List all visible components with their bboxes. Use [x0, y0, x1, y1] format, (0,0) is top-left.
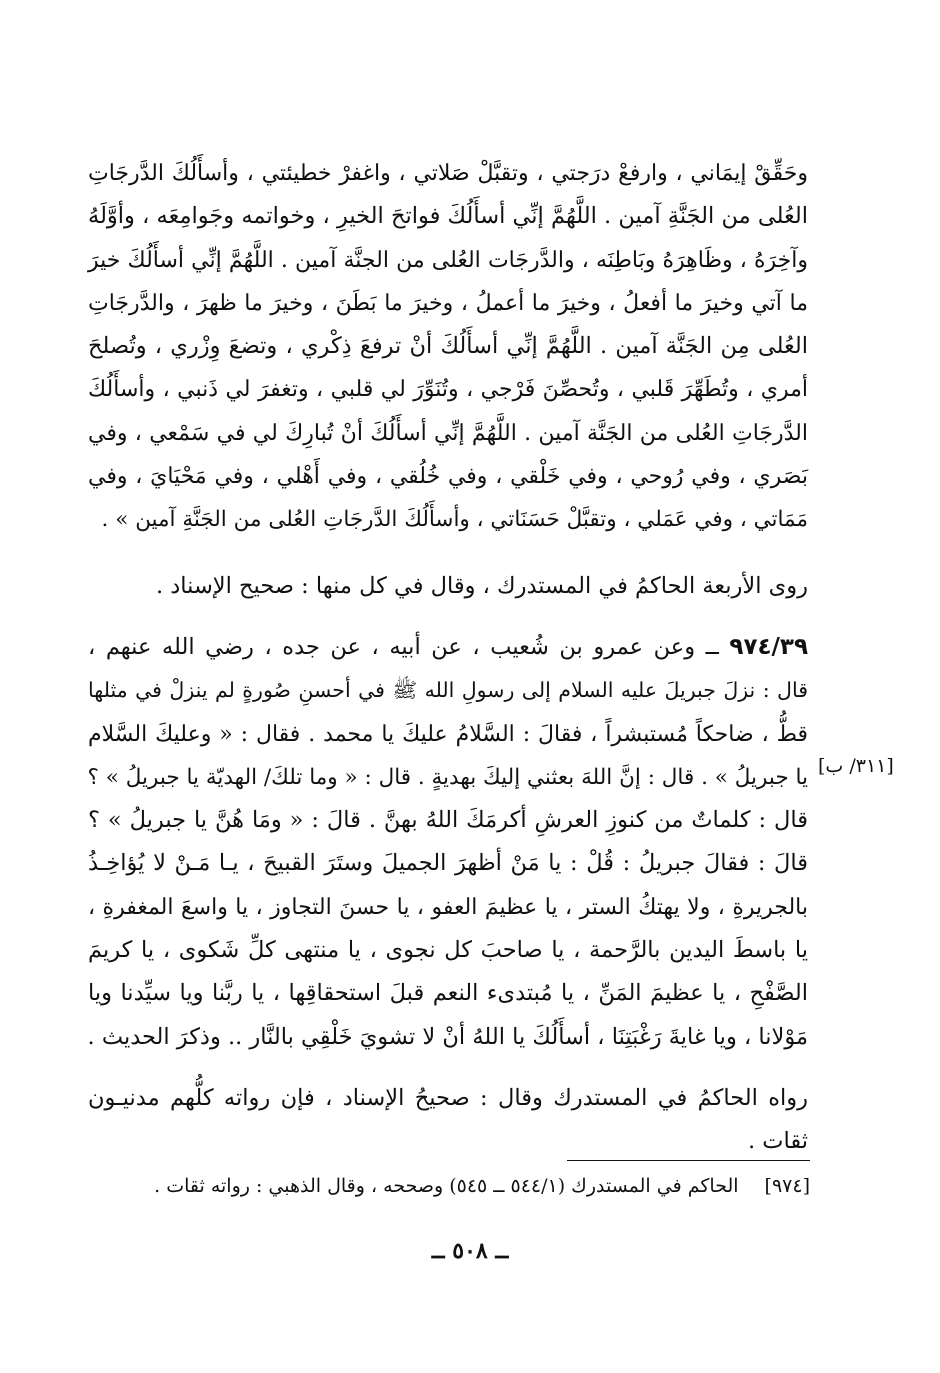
text-line: مَوْلانا ، ويا غايةَ رَغْبَتِنَا ، أسأَلُكَ يا اللهُ أنْ لا تشويَ خَلْقِي بالنَّار .. وذكرَ الحديث . [87, 1023, 808, 1050]
text-line: قالَ : فقالَ جبريلُ : قُلْ : يا مَنْ أظهرَ الجميلَ وستَرَ القبيحَ ، يـا مَـنْ لا يُؤاخِـذُ [88, 850, 808, 877]
paragraph-hadith [88, 626, 808, 1059]
text-line: قال : نزلَ جبريلَ عليه السلام إلى رسولِ الله ﷺ في أحسنِ صُورةٍ لم ينزلْ في مثلها [88, 678, 808, 703]
text-line: الدَّرجَاتِ العُلى من الجَنَّة آمين . اللَّهُمَّ إنِّي أسأَلُكَ أنْ تُبارِكَ لي في سَمْعي ، وفي [88, 420, 808, 446]
text-line [88, 626, 808, 669]
text-line: قال : كلماتٌ من كنوزِ العرشِ أكرمَكَ اللهُ بهنَّ . قالَ : « ومَا هُنَّ يا جبريلُ » ؟ [88, 807, 808, 834]
text-line: قطُّ ، ضاحكاً مُستبشراً ، فقالَ : السَّلامُ عليكَ يا محمد . فقال : « وعليكَ السَّلام [88, 721, 808, 747]
hadith-opening: ــ وعن عمرو بن شُعيب ، عن أبيه ، عن جده ، رضي الله عنهم ، [88, 634, 730, 660]
text-line: ثقات . [748, 1128, 808, 1155]
paragraph-narration-note [88, 565, 808, 608]
text-line: يا جبريلُ » . قال : إنَّ اللهَ بعثني إليكَ بهديةٍ . قال : « وما تلكَ/ الهديّة يا جبريلُ » ؟ [87, 764, 808, 790]
text-line: أمري ، وتُطَهِّرَ قَلبي ، وتُحصِّنَ فَرْجي ، وتُنَوِّرَ لي قلبي ، وتغفرَ لي ذَنبي ، وأسأَلُكَ [88, 377, 808, 403]
text-line: يا باسطَ اليدين بالرَّحمة ، يا صاحبَ كل نجوى ، يا منتهى كلِّ شَكوى ، يا كريمَ [88, 937, 808, 964]
text-line: وحَقِّقْ إيمَاني ، وارفعْ درَجتي ، وتقبَّلْ صَلاتي ، واغفرْ خطيئتي ، وأسأَلُكَ الدَّرجَاتِ [88, 161, 808, 186]
footnote-ref: [٩٧٤] [764, 1175, 810, 1197]
paragraph-takhrij [88, 1077, 808, 1164]
text-line: ما آتي وخيرَ ما أفعلُ ، وخيرَ ما أعملُ ، وخيرَ ما بَطَنَ ، وخيرَ ما ظهرَ ، والدَّرجَاتِ [88, 290, 808, 316]
text-line: بَصَري ، وفي رُوحي ، وفي خَلْقي ، وفي خُلُقي ، وفي أَهْلي ، وفي مَحْيَايَ ، وفي [88, 464, 808, 490]
text-line: العُلى مِن الجَنَّة آمين . اللَّهُمَّ إنِّي أسأَلُكَ أنْ ترفعَ ذِكْري ، وتضعَ وِزْري ، وتُصلحَ [88, 333, 808, 360]
hadith-number: ٩٧٤/٣٩ [729, 634, 808, 660]
footnote [95, 1175, 810, 1197]
text-line: بالجريرةِ ، ولا يهتكُ الستر ، يا عظيمَ العفو ، يا حسنَ التجاوز ، يا واسعَ المغفرةِ ، [88, 894, 808, 920]
footnote-divider [567, 1160, 810, 1161]
text-line: وآخِرَهُ ، وظَاهِرَهُ وبَاطِنَه ، والدَّرجَات العُلى من الجنَّة آمين . اللَّهُمَّ إنِّي أسأَلُكَ خيرَ [88, 247, 808, 273]
page-number: ــ ٥٠٨ ــ [431, 1238, 509, 1264]
footnote-text: الحاكم في المستدرك (٥٤٤/١ ــ ٥٤٥) وصححه ، وقال الذهبي : رواته ثقات . [154, 1175, 739, 1197]
text-line: مَمَاتي ، وفي عَمَلي ، وتقبَّلْ حَسَنَاتي ، وأسأَلُكَ الدَّرجَاتِ العُلى من الجَنَّةِ آمين » . [101, 507, 808, 533]
manuscript-folio-marker: [٣١١/ ب] [818, 755, 894, 777]
text-line: الصَّفْحِ ، يا عظيمَ المَنِّ ، يا مُبتدىء النعم قبلَ استحقاقِها ، يا ربَّنا ويا سيِّدنا ويا [88, 980, 808, 1007]
text-line: العُلى من الجَنَّةِ آمين . اللَّهُمَّ إنِّي أسأَلُكَ فواتحَ الخيرِ ، وخواتمه وجَوامِعَه ، وأوَّلَهُ [88, 203, 808, 230]
text-line: رواه الحاكمُ في المستدرك وقال : صحيحُ الإسناد ، فإن رواته كلُّهم مدنيـون [88, 1085, 808, 1111]
text-line: روى الأربعة الحاكمُ في المستدرك ، وقال في كل منها : صحيح الإسناد . [155, 573, 808, 599]
paragraph-dua [88, 152, 808, 542]
